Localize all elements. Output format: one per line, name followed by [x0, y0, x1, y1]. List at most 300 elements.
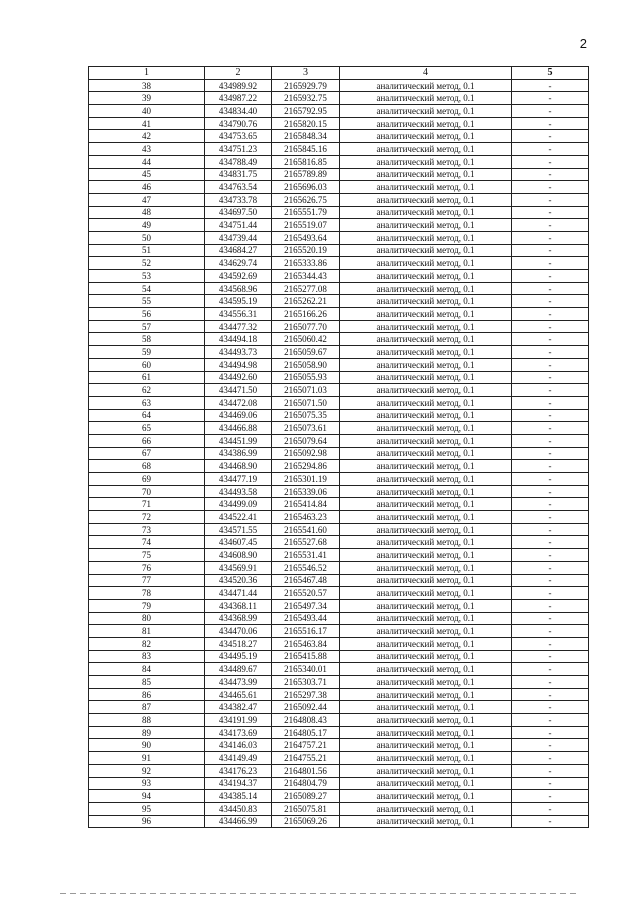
point-number-cell: 73 [89, 523, 205, 536]
note-cell: - [512, 206, 589, 219]
note-cell: - [512, 447, 589, 460]
y-coordinate-cell: 2165294.86 [272, 460, 340, 473]
y-coordinate-cell: 2164808.43 [272, 714, 340, 727]
note-cell: - [512, 701, 589, 714]
method-accuracy-cell: аналитический метод, 0.1 [340, 155, 512, 168]
y-coordinate-cell: 2165075.35 [272, 409, 340, 422]
coordinates-table [88, 66, 589, 828]
method-accuracy-cell: аналитический метод, 0.1 [340, 117, 512, 130]
table-row [89, 561, 589, 574]
y-coordinate-cell: 2165071.03 [272, 384, 340, 397]
method-accuracy-cell: аналитический метод, 0.1 [340, 308, 512, 321]
y-coordinate-cell: 2165059.67 [272, 346, 340, 359]
y-coordinate-cell: 2165089.27 [272, 790, 340, 803]
note-cell: - [512, 105, 589, 118]
x-coordinate-cell: 434477.19 [205, 473, 272, 486]
table-body [89, 79, 589, 828]
point-number-cell: 80 [89, 612, 205, 625]
note-cell: - [512, 511, 589, 524]
x-coordinate-cell: 434146.03 [205, 739, 272, 752]
x-coordinate-cell: 434469.06 [205, 409, 272, 422]
y-coordinate-cell: 2164755.21 [272, 752, 340, 765]
note-cell: - [512, 587, 589, 600]
table-row [89, 231, 589, 244]
method-accuracy-cell: аналитический метод, 0.1 [340, 79, 512, 92]
point-number-cell: 56 [89, 308, 205, 321]
method-accuracy-cell: аналитический метод, 0.1 [340, 295, 512, 308]
note-cell: - [512, 371, 589, 384]
point-number-cell: 70 [89, 485, 205, 498]
table-row [89, 498, 589, 511]
x-coordinate-cell: 434518.27 [205, 637, 272, 650]
x-coordinate-cell: 434790.76 [205, 117, 272, 130]
point-number-cell: 88 [89, 714, 205, 727]
note-cell: - [512, 193, 589, 206]
method-accuracy-cell: аналитический метод, 0.1 [340, 384, 512, 397]
point-number-cell: 95 [89, 802, 205, 815]
point-number-cell: 75 [89, 549, 205, 562]
x-coordinate-cell: 434191.99 [205, 714, 272, 727]
point-number-cell: 40 [89, 105, 205, 118]
table-row [89, 181, 589, 194]
table-row [89, 612, 589, 625]
note-cell: - [512, 714, 589, 727]
method-accuracy-cell: аналитический метод, 0.1 [340, 777, 512, 790]
point-number-cell: 77 [89, 574, 205, 587]
method-accuracy-cell: аналитический метод, 0.1 [340, 460, 512, 473]
method-accuracy-cell: аналитический метод, 0.1 [340, 231, 512, 244]
method-accuracy-cell: аналитический метод, 0.1 [340, 333, 512, 346]
table-row [89, 599, 589, 612]
note-cell: - [512, 358, 589, 371]
note-cell: - [512, 130, 589, 143]
table-row [89, 105, 589, 118]
note-cell: - [512, 561, 589, 574]
y-coordinate-cell: 2165845.16 [272, 143, 340, 156]
table-row [89, 764, 589, 777]
x-coordinate-cell: 434368.11 [205, 599, 272, 612]
point-number-cell: 96 [89, 815, 205, 828]
point-number-cell: 78 [89, 587, 205, 600]
note-cell: - [512, 549, 589, 562]
point-number-cell: 49 [89, 219, 205, 232]
x-coordinate-cell: 434382.47 [205, 701, 272, 714]
table-row [89, 257, 589, 270]
x-coordinate-cell: 434733.78 [205, 193, 272, 206]
y-coordinate-cell: 2165092.44 [272, 701, 340, 714]
x-coordinate-cell: 434739.44 [205, 231, 272, 244]
note-cell: - [512, 308, 589, 321]
y-coordinate-cell: 2165303.71 [272, 676, 340, 689]
table-row [89, 320, 589, 333]
table-row [89, 155, 589, 168]
point-number-cell: 71 [89, 498, 205, 511]
note-cell: - [512, 498, 589, 511]
point-number-cell: 66 [89, 434, 205, 447]
table-row [89, 206, 589, 219]
x-coordinate-cell: 434608.90 [205, 549, 272, 562]
table-row [89, 396, 589, 409]
point-number-cell: 44 [89, 155, 205, 168]
y-coordinate-cell: 2165073.61 [272, 422, 340, 435]
table-row [89, 434, 589, 447]
header-cell-4: 4 [340, 67, 512, 80]
method-accuracy-cell: аналитический метод, 0.1 [340, 181, 512, 194]
y-coordinate-cell: 2165520.19 [272, 244, 340, 257]
x-coordinate-cell: 434471.44 [205, 587, 272, 600]
point-number-cell: 89 [89, 726, 205, 739]
point-number-cell: 93 [89, 777, 205, 790]
x-coordinate-cell: 434473.99 [205, 676, 272, 689]
table-row [89, 676, 589, 689]
note-cell: - [512, 739, 589, 752]
table-row [89, 358, 589, 371]
note-cell: - [512, 485, 589, 498]
note-cell: - [512, 688, 589, 701]
point-number-cell: 55 [89, 295, 205, 308]
note-cell: - [512, 231, 589, 244]
y-coordinate-cell: 2165696.03 [272, 181, 340, 194]
method-accuracy-cell: аналитический метод, 0.1 [340, 574, 512, 587]
note-cell: - [512, 422, 589, 435]
method-accuracy-cell: аналитический метод, 0.1 [340, 346, 512, 359]
x-coordinate-cell: 434466.88 [205, 422, 272, 435]
x-coordinate-cell: 434987.22 [205, 92, 272, 105]
method-accuracy-cell: аналитический метод, 0.1 [340, 726, 512, 739]
method-accuracy-cell: аналитический метод, 0.1 [340, 676, 512, 689]
table-row [89, 79, 589, 92]
table-row [89, 574, 589, 587]
x-coordinate-cell: 434149.49 [205, 752, 272, 765]
x-coordinate-cell: 434451.99 [205, 434, 272, 447]
note-cell: - [512, 676, 589, 689]
table-row [89, 270, 589, 283]
method-accuracy-cell: аналитический метод, 0.1 [340, 815, 512, 828]
method-accuracy-cell: аналитический метод, 0.1 [340, 764, 512, 777]
method-accuracy-cell: аналитический метод, 0.1 [340, 701, 512, 714]
note-cell: - [512, 650, 589, 663]
method-accuracy-cell: аналитический метод, 0.1 [340, 536, 512, 549]
method-accuracy-cell: аналитический метод, 0.1 [340, 625, 512, 638]
x-coordinate-cell: 434607.45 [205, 536, 272, 549]
x-coordinate-cell: 434489.67 [205, 663, 272, 676]
point-number-cell: 76 [89, 561, 205, 574]
method-accuracy-cell: аналитический метод, 0.1 [340, 396, 512, 409]
header-cell-3: 3 [272, 67, 340, 80]
x-coordinate-cell: 434499.09 [205, 498, 272, 511]
y-coordinate-cell: 2165077.70 [272, 320, 340, 333]
note-cell: - [512, 625, 589, 638]
method-accuracy-cell: аналитический метод, 0.1 [340, 511, 512, 524]
table-row [89, 409, 589, 422]
point-number-cell: 47 [89, 193, 205, 206]
table-header [89, 67, 589, 80]
note-cell: - [512, 802, 589, 815]
note-cell: - [512, 282, 589, 295]
x-coordinate-cell: 434471.50 [205, 384, 272, 397]
point-number-cell: 67 [89, 447, 205, 460]
point-number-cell: 90 [89, 739, 205, 752]
table-row [89, 752, 589, 765]
table-row [89, 637, 589, 650]
x-coordinate-cell: 434522.41 [205, 511, 272, 524]
y-coordinate-cell: 2165297.38 [272, 688, 340, 701]
table-row [89, 739, 589, 752]
x-coordinate-cell: 434385.14 [205, 790, 272, 803]
point-number-cell: 82 [89, 637, 205, 650]
table-row [89, 485, 589, 498]
x-coordinate-cell: 434368.99 [205, 612, 272, 625]
point-number-cell: 81 [89, 625, 205, 638]
note-cell: - [512, 219, 589, 232]
x-coordinate-cell: 434194.37 [205, 777, 272, 790]
note-cell: - [512, 295, 589, 308]
point-number-cell: 45 [89, 168, 205, 181]
table-row [89, 536, 589, 549]
x-coordinate-cell: 434495.19 [205, 650, 272, 663]
x-coordinate-cell: 434788.49 [205, 155, 272, 168]
y-coordinate-cell: 2165166.26 [272, 308, 340, 321]
point-number-cell: 87 [89, 701, 205, 714]
point-number-cell: 43 [89, 143, 205, 156]
method-accuracy-cell: аналитический метод, 0.1 [340, 587, 512, 600]
method-accuracy-cell: аналитический метод, 0.1 [340, 422, 512, 435]
y-coordinate-cell: 2165792.95 [272, 105, 340, 118]
method-accuracy-cell: аналитический метод, 0.1 [340, 105, 512, 118]
note-cell: - [512, 523, 589, 536]
note-cell: - [512, 460, 589, 473]
note-cell: - [512, 396, 589, 409]
y-coordinate-cell: 2165932.75 [272, 92, 340, 105]
note-cell: - [512, 777, 589, 790]
point-number-cell: 41 [89, 117, 205, 130]
table-row [89, 815, 589, 828]
note-cell: - [512, 434, 589, 447]
point-number-cell: 63 [89, 396, 205, 409]
table-row [89, 117, 589, 130]
table-row [89, 244, 589, 257]
method-accuracy-cell: аналитический метод, 0.1 [340, 371, 512, 384]
x-coordinate-cell: 434684.27 [205, 244, 272, 257]
point-number-cell: 91 [89, 752, 205, 765]
table-row [89, 663, 589, 676]
table-row [89, 777, 589, 790]
method-accuracy-cell: аналитический метод, 0.1 [340, 549, 512, 562]
point-number-cell: 42 [89, 130, 205, 143]
note-cell: - [512, 168, 589, 181]
table-row [89, 473, 589, 486]
header-cell-5: 5 [512, 67, 589, 80]
point-number-cell: 59 [89, 346, 205, 359]
y-coordinate-cell: 2164805.17 [272, 726, 340, 739]
x-coordinate-cell: 434492.60 [205, 371, 272, 384]
note-cell: - [512, 790, 589, 803]
point-number-cell: 39 [89, 92, 205, 105]
method-accuracy-cell: аналитический метод, 0.1 [340, 802, 512, 815]
note-cell: - [512, 764, 589, 777]
point-number-cell: 69 [89, 473, 205, 486]
table-row [89, 714, 589, 727]
note-cell: - [512, 473, 589, 486]
y-coordinate-cell: 2165079.64 [272, 434, 340, 447]
method-accuracy-cell: аналитический метод, 0.1 [340, 168, 512, 181]
note-cell: - [512, 599, 589, 612]
x-coordinate-cell: 434569.91 [205, 561, 272, 574]
table-row [89, 460, 589, 473]
y-coordinate-cell: 2165820.15 [272, 117, 340, 130]
x-coordinate-cell: 434763.54 [205, 181, 272, 194]
y-coordinate-cell: 2165262.21 [272, 295, 340, 308]
table-row [89, 726, 589, 739]
note-cell: - [512, 612, 589, 625]
x-coordinate-cell: 434751.44 [205, 219, 272, 232]
x-coordinate-cell: 434556.31 [205, 308, 272, 321]
table-row [89, 333, 589, 346]
table-row [89, 193, 589, 206]
y-coordinate-cell: 2165055.93 [272, 371, 340, 384]
point-number-cell: 52 [89, 257, 205, 270]
table-row [89, 523, 589, 536]
note-cell: - [512, 409, 589, 422]
note-cell: - [512, 244, 589, 257]
note-cell: - [512, 79, 589, 92]
x-coordinate-cell: 434468.90 [205, 460, 272, 473]
point-number-cell: 85 [89, 676, 205, 689]
x-coordinate-cell: 434595.19 [205, 295, 272, 308]
method-accuracy-cell: аналитический метод, 0.1 [340, 688, 512, 701]
point-number-cell: 83 [89, 650, 205, 663]
note-cell: - [512, 752, 589, 765]
y-coordinate-cell: 2165541.60 [272, 523, 340, 536]
y-coordinate-cell: 2164757.21 [272, 739, 340, 752]
point-number-cell: 72 [89, 511, 205, 524]
method-accuracy-cell: аналитический метод, 0.1 [340, 257, 512, 270]
table-row [89, 701, 589, 714]
page-bottom-rule [60, 893, 579, 894]
y-coordinate-cell: 2165789.89 [272, 168, 340, 181]
x-coordinate-cell: 434520.36 [205, 574, 272, 587]
method-accuracy-cell: аналитический метод, 0.1 [340, 523, 512, 536]
note-cell: - [512, 726, 589, 739]
point-number-cell: 65 [89, 422, 205, 435]
y-coordinate-cell: 2165551.79 [272, 206, 340, 219]
point-number-cell: 46 [89, 181, 205, 194]
x-coordinate-cell: 434493.58 [205, 485, 272, 498]
table-row [89, 92, 589, 105]
y-coordinate-cell: 2165277.08 [272, 282, 340, 295]
note-cell: - [512, 815, 589, 828]
y-coordinate-cell: 2165929.79 [272, 79, 340, 92]
y-coordinate-cell: 2164804.79 [272, 777, 340, 790]
point-number-cell: 84 [89, 663, 205, 676]
point-number-cell: 53 [89, 270, 205, 283]
x-coordinate-cell: 434571.55 [205, 523, 272, 536]
y-coordinate-cell: 2165071.50 [272, 396, 340, 409]
table-row [89, 295, 589, 308]
method-accuracy-cell: аналитический метод, 0.1 [340, 358, 512, 371]
table-row [89, 549, 589, 562]
method-accuracy-cell: аналитический метод, 0.1 [340, 130, 512, 143]
y-coordinate-cell: 2165520.57 [272, 587, 340, 600]
page-number: 2 [579, 36, 587, 51]
x-coordinate-cell: 434176.23 [205, 764, 272, 777]
method-accuracy-cell: аналитический метод, 0.1 [340, 219, 512, 232]
note-cell: - [512, 346, 589, 359]
y-coordinate-cell: 2165546.52 [272, 561, 340, 574]
y-coordinate-cell: 2165497.34 [272, 599, 340, 612]
y-coordinate-cell: 2165069.26 [272, 815, 340, 828]
note-cell: - [512, 92, 589, 105]
x-coordinate-cell: 434450.83 [205, 802, 272, 815]
point-number-cell: 61 [89, 371, 205, 384]
table-row [89, 384, 589, 397]
x-coordinate-cell: 434386.99 [205, 447, 272, 460]
table-row [89, 447, 589, 460]
y-coordinate-cell: 2165848.34 [272, 130, 340, 143]
y-coordinate-cell: 2165058.90 [272, 358, 340, 371]
y-coordinate-cell: 2165816.85 [272, 155, 340, 168]
note-cell: - [512, 333, 589, 346]
point-number-cell: 92 [89, 764, 205, 777]
point-number-cell: 51 [89, 244, 205, 257]
point-number-cell: 68 [89, 460, 205, 473]
table-row [89, 587, 589, 600]
method-accuracy-cell: аналитический метод, 0.1 [340, 599, 512, 612]
y-coordinate-cell: 2165060.42 [272, 333, 340, 346]
note-cell: - [512, 155, 589, 168]
method-accuracy-cell: аналитический метод, 0.1 [340, 498, 512, 511]
note-cell: - [512, 663, 589, 676]
method-accuracy-cell: аналитический метод, 0.1 [340, 320, 512, 333]
header-cell-1: 1 [89, 67, 205, 80]
method-accuracy-cell: аналитический метод, 0.1 [340, 244, 512, 257]
note-cell: - [512, 320, 589, 333]
y-coordinate-cell: 2165467.48 [272, 574, 340, 587]
note-cell: - [512, 536, 589, 549]
method-accuracy-cell: аналитический метод, 0.1 [340, 790, 512, 803]
point-number-cell: 57 [89, 320, 205, 333]
point-number-cell: 64 [89, 409, 205, 422]
note-cell: - [512, 143, 589, 156]
point-number-cell: 60 [89, 358, 205, 371]
header-row [89, 67, 589, 80]
point-number-cell: 48 [89, 206, 205, 219]
note-cell: - [512, 257, 589, 270]
y-coordinate-cell: 2165415.88 [272, 650, 340, 663]
table-row [89, 371, 589, 384]
x-coordinate-cell: 434493.73 [205, 346, 272, 359]
x-coordinate-cell: 434466.99 [205, 815, 272, 828]
y-coordinate-cell: 2165531.41 [272, 549, 340, 562]
table-row [89, 346, 589, 359]
note-cell: - [512, 574, 589, 587]
method-accuracy-cell: аналитический метод, 0.1 [340, 434, 512, 447]
x-coordinate-cell: 434494.98 [205, 358, 272, 371]
note-cell: - [512, 181, 589, 194]
method-accuracy-cell: аналитический метод, 0.1 [340, 92, 512, 105]
y-coordinate-cell: 2164801.56 [272, 764, 340, 777]
method-accuracy-cell: аналитический метод, 0.1 [340, 612, 512, 625]
y-coordinate-cell: 2165519.07 [272, 219, 340, 232]
point-number-cell: 94 [89, 790, 205, 803]
table-row [89, 511, 589, 524]
x-coordinate-cell: 434831.75 [205, 168, 272, 181]
y-coordinate-cell: 2165344.43 [272, 270, 340, 283]
note-cell: - [512, 117, 589, 130]
y-coordinate-cell: 2165301.19 [272, 473, 340, 486]
y-coordinate-cell: 2165493.64 [272, 231, 340, 244]
table-row [89, 688, 589, 701]
